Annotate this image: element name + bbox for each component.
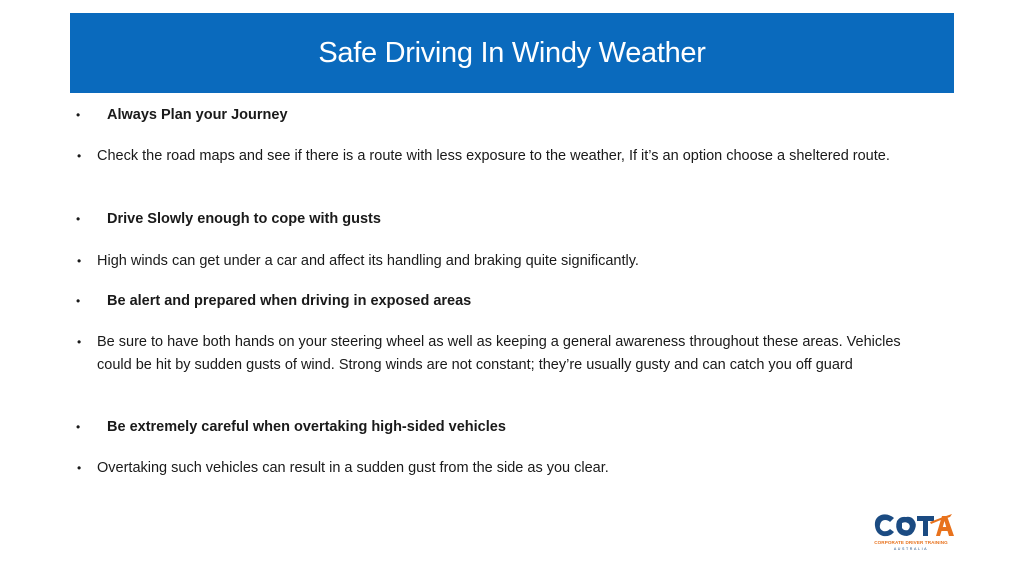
bullet-icon: • [76, 212, 81, 226]
heading-text: Drive Slowly enough to cope with gusts [107, 211, 381, 227]
heading-text: Be extremely careful when overtaking high-sided vehicles [107, 419, 506, 435]
bullet-icon: • [77, 335, 82, 349]
paragraph-text: Be sure to have both hands on your steering wheel as well as keeping a general awareness throughout these areas. Vehicles could be hit by sudden gusts of wind. Strong winds are not constant; they’re usually gusty and can catch you off guard [97, 334, 901, 373]
bullet-icon: • [76, 294, 81, 308]
cota-logo-mark [866, 512, 956, 540]
bullet-icon: • [76, 108, 81, 122]
paragraph-text: Check the road maps and see if there is a route with less exposure to the weather, If it’s an option choose a sheltered route. [97, 148, 890, 164]
paragraph-text: High winds can get under a car and affect its handling and braking quite significantly. [97, 253, 639, 269]
bullet-icon: • [77, 254, 82, 268]
logo-country: AUSTRALIA [893, 547, 929, 551]
bullet-icon: • [76, 420, 81, 434]
bullet-icon: • [77, 149, 82, 163]
heading-text: Always Plan your Journey [107, 107, 288, 123]
heading-text: Be alert and prepared when driving in exposed areas [107, 293, 472, 309]
bullet-icon: • [77, 461, 82, 475]
slide-title: Safe Driving In Windy Weather [318, 36, 706, 69]
logo-tagline: CORPORATE DRIVER TRAINING [874, 540, 948, 545]
paragraph-text: Overtaking such vehicles can result in a sudden gust from the side as you clear. [97, 460, 609, 476]
company-logo [866, 512, 956, 554]
